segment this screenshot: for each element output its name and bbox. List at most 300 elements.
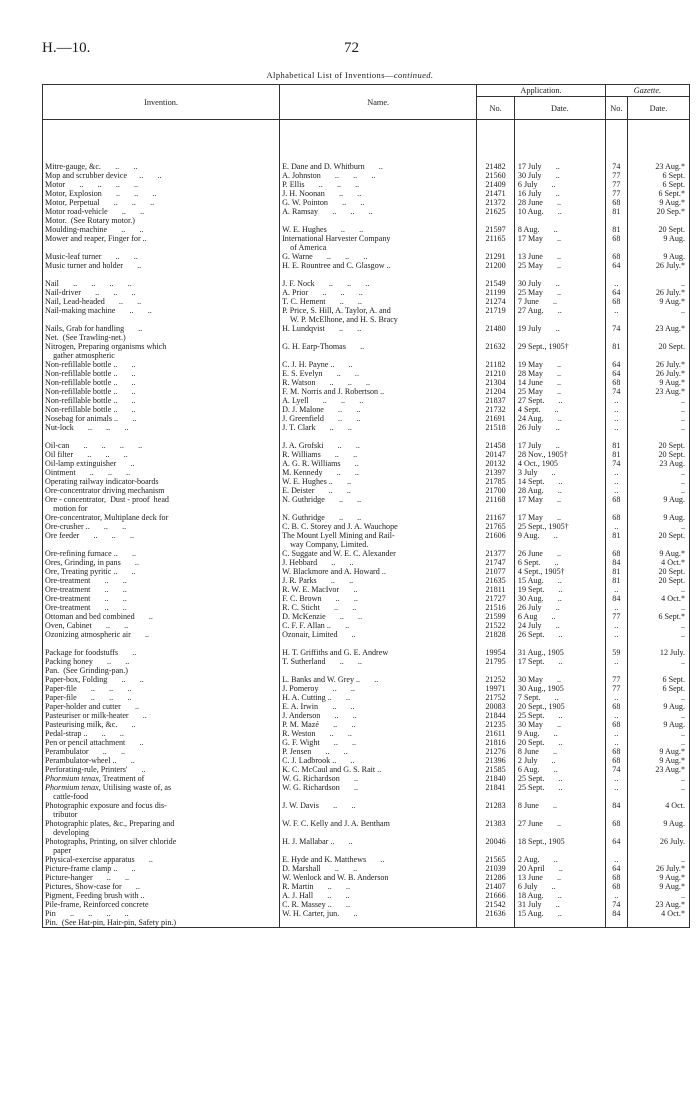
invention-cell: Photographic plates, &c., Preparing and bbox=[43, 819, 280, 828]
invention-cell: Motor. (See Rotary motor.) bbox=[43, 216, 280, 225]
application-no-cell: 21274 bbox=[477, 297, 515, 306]
gazette-no-cell: 77 bbox=[605, 612, 627, 621]
application-date-cell: 18 Sept., 1905 bbox=[514, 837, 605, 846]
application-no-cell bbox=[477, 792, 515, 801]
application-date-cell: 6 July .. bbox=[514, 882, 605, 891]
application-date-cell: 25 Sept. .. bbox=[514, 711, 605, 720]
gazette-date-cell: .. bbox=[627, 306, 689, 315]
application-no-cell: 21625 bbox=[477, 207, 515, 216]
gazette-no-cell: .. bbox=[605, 396, 627, 405]
application-no-cell: 21372 bbox=[477, 198, 515, 207]
gazette-date-cell: .. bbox=[627, 603, 689, 612]
gazette-date-cell: .. bbox=[627, 486, 689, 495]
name-cell: way Company, Limited. bbox=[280, 540, 477, 549]
invention-cell: Ore feeder .. .. .. bbox=[43, 531, 280, 540]
application-no-cell: 21235 bbox=[477, 720, 515, 729]
table-row bbox=[43, 504, 690, 513]
gazette-no-cell: 74 bbox=[605, 324, 627, 333]
gazette-date-cell: 23 Aug. bbox=[627, 459, 689, 468]
table-row bbox=[43, 630, 690, 639]
application-no-cell: 19954 bbox=[477, 648, 515, 657]
name-cell: F. M. Norris and J. Robertson .. bbox=[280, 387, 477, 396]
gazette-date-cell: 4 Oct.* bbox=[627, 558, 689, 567]
table-row bbox=[43, 576, 690, 585]
application-date-cell: 6 July .. bbox=[514, 180, 605, 189]
application-no-cell bbox=[477, 351, 515, 360]
running-title bbox=[0, 70, 700, 80]
gazette-no-cell: 81 bbox=[605, 207, 627, 216]
gazette-no-cell bbox=[605, 810, 627, 819]
invention-cell bbox=[43, 774, 280, 783]
inventions-table bbox=[42, 84, 690, 928]
application-date-cell: 15 Aug. .. bbox=[514, 909, 605, 918]
name-cell: G. Warne .. .. .. bbox=[280, 252, 477, 261]
table-row bbox=[43, 810, 690, 819]
table-row bbox=[43, 540, 690, 549]
application-no-cell: 21565 bbox=[477, 855, 515, 864]
gazette-no-cell: 81 bbox=[605, 342, 627, 351]
table-row bbox=[43, 360, 690, 369]
invention-cell: Mop and scrubber device .. .. bbox=[43, 171, 280, 180]
gazette-date-cell: 20 Sep.* bbox=[627, 207, 689, 216]
table-row bbox=[43, 387, 690, 396]
application-no-cell: 21560 bbox=[477, 171, 515, 180]
gazette-no-cell: .. bbox=[605, 693, 627, 702]
application-no-cell: 21811 bbox=[477, 585, 515, 594]
gazette-date-cell: 12 July. bbox=[627, 648, 689, 657]
name-cell: F. C. Brown .. .. bbox=[280, 594, 477, 603]
gazette-date-cell: 20 Sept. bbox=[627, 441, 689, 450]
invention-cell: Ore, Treating pyritic .. .. bbox=[43, 567, 280, 576]
table-row bbox=[43, 846, 690, 855]
application-no-cell bbox=[477, 432, 515, 441]
application-no-cell: 21606 bbox=[477, 531, 515, 540]
invention-cell: Non-refillable bottle .. .. bbox=[43, 360, 280, 369]
invention-cell bbox=[43, 315, 280, 324]
invention-cell bbox=[43, 639, 280, 648]
application-date-cell: 25 May .. bbox=[514, 387, 605, 396]
application-date-cell: 16 July .. bbox=[514, 189, 605, 198]
name-cell: J. Greenfield .. .. bbox=[280, 414, 477, 423]
table-row bbox=[43, 396, 690, 405]
table-row bbox=[43, 252, 690, 261]
application-date-cell: 30 May .. bbox=[514, 720, 605, 729]
application-no-cell: 21516 bbox=[477, 603, 515, 612]
invention-cell: Pan. (See Grinding-pan.) bbox=[43, 666, 280, 675]
table-row bbox=[43, 657, 690, 666]
gazette-no-cell: 68 bbox=[605, 297, 627, 306]
name-cell: M. Kennedy .. .. bbox=[280, 468, 477, 477]
gazette-date-cell: .. bbox=[627, 711, 689, 720]
table-row bbox=[43, 765, 690, 774]
name-cell: A. G. R. Williams .. bbox=[280, 459, 477, 468]
table-row bbox=[43, 837, 690, 846]
gazette-no-cell bbox=[605, 639, 627, 648]
invention-italic: Phormium tenax, bbox=[45, 774, 101, 783]
application-date-cell bbox=[514, 540, 605, 549]
application-no-cell: 19971 bbox=[477, 684, 515, 693]
application-date-cell bbox=[514, 666, 605, 675]
gazette-no-cell: .. bbox=[605, 468, 627, 477]
table-row bbox=[43, 567, 690, 576]
gazette-no-cell: 64 bbox=[605, 261, 627, 270]
invention-cell: Perambulator .. .. bbox=[43, 747, 280, 756]
gazette-date-cell bbox=[627, 918, 689, 928]
table-row bbox=[43, 297, 690, 306]
gazette-no-cell: .. bbox=[605, 306, 627, 315]
name-cell: W. G. Richardson .. bbox=[280, 783, 477, 792]
invention-cell: Pictures, Show-case for .. bbox=[43, 882, 280, 891]
application-date-cell: 17 Sept. .. bbox=[514, 657, 605, 666]
gazette-date-cell bbox=[627, 351, 689, 360]
name-cell: C. Suggate and W. E. C. Alexander bbox=[280, 549, 477, 558]
running-title-continued: continued. bbox=[393, 70, 434, 80]
application-date-cell: 17 July .. bbox=[514, 162, 605, 171]
gazette-no-cell: .. bbox=[605, 414, 627, 423]
application-no-cell: 21383 bbox=[477, 819, 515, 828]
name-cell: H. A. Cutting .. .. bbox=[280, 693, 477, 702]
application-no-cell bbox=[477, 216, 515, 225]
invention-cell: Package for foodstuffs .. bbox=[43, 648, 280, 657]
gazette-date-cell: 20 Sept. bbox=[627, 342, 689, 351]
table-row bbox=[43, 225, 690, 234]
table-row bbox=[43, 459, 690, 468]
gazette-no-cell bbox=[605, 216, 627, 225]
name-cell: J. H. Noonan .. .. bbox=[280, 189, 477, 198]
gazette-date-cell: .. bbox=[627, 279, 689, 288]
table-row bbox=[43, 198, 690, 207]
gazette-date-cell bbox=[627, 540, 689, 549]
gazette-no-cell: 77 bbox=[605, 189, 627, 198]
gazette-no-cell bbox=[605, 504, 627, 513]
gazette-date-cell: 20 Sept. bbox=[627, 576, 689, 585]
application-no-cell: 21210 bbox=[477, 369, 515, 378]
application-date-cell: 15 Aug. .. bbox=[514, 576, 605, 585]
application-date-cell: 2 July .. bbox=[514, 756, 605, 765]
gazette-date-cell: .. bbox=[627, 477, 689, 486]
name-cell: H. J. Mallabar .. .. bbox=[280, 837, 477, 846]
application-no-cell: 21700 bbox=[477, 486, 515, 495]
table-row bbox=[43, 513, 690, 522]
gazette-date-cell: .. bbox=[627, 774, 689, 783]
invention-cell: Pile-frame, Reinforced concrete bbox=[43, 900, 280, 909]
invention-cell: developing bbox=[43, 828, 280, 837]
header-gazette: Gazette. bbox=[605, 85, 689, 97]
application-no-cell: 21841 bbox=[477, 783, 515, 792]
application-no-cell: 21585 bbox=[477, 765, 515, 774]
name-cell: C. J. H. Payne .. .. bbox=[280, 360, 477, 369]
invention-cell: Ores, Grinding, in pans .. bbox=[43, 558, 280, 567]
application-date-cell: 6 Aug .. bbox=[514, 612, 605, 621]
table-row bbox=[43, 693, 690, 702]
header-gazette-date: Date. bbox=[627, 97, 689, 120]
name-cell: E. Dane and D. Whitburn .. bbox=[280, 162, 477, 171]
gazette-date-cell bbox=[627, 432, 689, 441]
application-no-cell bbox=[477, 333, 515, 342]
gazette-no-cell: 77 bbox=[605, 675, 627, 684]
gazette-date-cell: 6 Sept.* bbox=[627, 612, 689, 621]
invention-cell: Nail-making machine .. .. bbox=[43, 306, 280, 315]
application-date-cell: 17 May .. bbox=[514, 495, 605, 504]
invention-cell: Ore-treatment .. .. bbox=[43, 585, 280, 594]
gazette-date-cell: .. bbox=[627, 891, 689, 900]
application-no-cell: 21635 bbox=[477, 576, 515, 585]
name-cell: W. Wenlock and W. B. Anderson bbox=[280, 873, 477, 882]
application-date-cell: 3 July .. bbox=[514, 468, 605, 477]
application-no-cell: 21286 bbox=[477, 873, 515, 882]
invention-cell: Pin. (See Hat-pin, Hair-pin, Safety pin.) bbox=[43, 918, 280, 928]
application-no-cell: 21039 bbox=[477, 864, 515, 873]
gazette-date-cell: .. bbox=[627, 657, 689, 666]
gazette-date-cell: 23 Aug.* bbox=[627, 765, 689, 774]
table-row bbox=[43, 315, 690, 324]
application-no-cell: 21291 bbox=[477, 252, 515, 261]
gazette-date-cell: 23 Aug.* bbox=[627, 900, 689, 909]
name-cell: A. Lyell .. .. .. bbox=[280, 396, 477, 405]
table-row bbox=[43, 720, 690, 729]
application-date-cell: 4 Oct., 1905 bbox=[514, 459, 605, 468]
gazette-date-cell: .. bbox=[627, 522, 689, 531]
header-name: Name. bbox=[280, 85, 477, 120]
application-date-cell: 30 Aug., 1905 bbox=[514, 684, 605, 693]
name-cell: J. Hebbard .. .. bbox=[280, 558, 477, 567]
invention-cell: Non-refillable bottle .. .. bbox=[43, 387, 280, 396]
name-cell: E. Hyde and K. Matthews .. bbox=[280, 855, 477, 864]
invention-italic: Phormium tenax, bbox=[45, 783, 101, 792]
table-row bbox=[43, 324, 690, 333]
name-cell: P. Jensen .. .. bbox=[280, 747, 477, 756]
application-date-cell: 27 June .. bbox=[514, 819, 605, 828]
application-no-cell: 21636 bbox=[477, 909, 515, 918]
invention-cell: Photographs, Printing, on silver chloride bbox=[43, 837, 280, 846]
application-date-cell: 20 April .. bbox=[514, 864, 605, 873]
table-row bbox=[43, 702, 690, 711]
invention-cell: Paper-file .. .. .. bbox=[43, 684, 280, 693]
invention-cell: Perforating-rule, Printers' .. bbox=[43, 765, 280, 774]
gazette-date-cell bbox=[627, 810, 689, 819]
application-no-cell: 21752 bbox=[477, 693, 515, 702]
gazette-date-cell: 26 July.* bbox=[627, 288, 689, 297]
invention-text: Treatment of bbox=[100, 774, 145, 783]
gazette-no-cell: .. bbox=[605, 279, 627, 288]
invention-cell: Pasteuriser or milk-heater .. bbox=[43, 711, 280, 720]
name-cell bbox=[280, 639, 477, 648]
application-no-cell: 21611 bbox=[477, 729, 515, 738]
invention-cell: Motor, Perpetual .. .. .. bbox=[43, 198, 280, 207]
gazette-no-cell bbox=[605, 270, 627, 279]
table-row bbox=[43, 684, 690, 693]
gazette-no-cell: 68 bbox=[605, 549, 627, 558]
gazette-date-cell: 23 Aug.* bbox=[627, 387, 689, 396]
application-date-cell: 8 Aug. .. bbox=[514, 225, 605, 234]
table-row bbox=[43, 261, 690, 270]
invention-cell: Pigment, Feeding brush with .. bbox=[43, 891, 280, 900]
page-series-id: H.—10. bbox=[42, 40, 91, 56]
table-row bbox=[43, 882, 690, 891]
table-row bbox=[43, 918, 690, 928]
application-date-cell: 28 Nov., 1905† bbox=[514, 450, 605, 459]
application-date-cell: 24 Aug. .. bbox=[514, 414, 605, 423]
gazette-no-cell: 68 bbox=[605, 702, 627, 711]
gazette-no-cell: 68 bbox=[605, 198, 627, 207]
application-no-cell bbox=[477, 243, 515, 252]
application-date-cell: 28 June .. bbox=[514, 198, 605, 207]
invention-cell: Mitre-gauge, &c. .. .. bbox=[43, 162, 280, 171]
application-no-cell: 21632 bbox=[477, 342, 515, 351]
application-date-cell bbox=[514, 432, 605, 441]
gazette-no-cell bbox=[605, 540, 627, 549]
application-no-cell: 21828 bbox=[477, 630, 515, 639]
gazette-date-cell: .. bbox=[627, 738, 689, 747]
table-row bbox=[43, 180, 690, 189]
gazette-date-cell: .. bbox=[627, 621, 689, 630]
gazette-no-cell: .. bbox=[605, 783, 627, 792]
application-date-cell bbox=[514, 333, 605, 342]
invention-cell: Ointment .. .. .. bbox=[43, 468, 280, 477]
name-cell: A. Johnston .. .. .. bbox=[280, 171, 477, 180]
application-date-cell bbox=[514, 243, 605, 252]
name-cell: N. Guthridge .. .. bbox=[280, 513, 477, 522]
gazette-date-cell: 9 Aug.* bbox=[627, 873, 689, 882]
name-cell: E. A. Irwin .. .. bbox=[280, 702, 477, 711]
name-cell: G. W. Pointon .. .. bbox=[280, 198, 477, 207]
application-date-cell: 30 July .. bbox=[514, 171, 605, 180]
table-row bbox=[43, 207, 690, 216]
application-date-cell: 6 Aug. .. bbox=[514, 765, 605, 774]
application-date-cell: 26 July .. bbox=[514, 423, 605, 432]
gazette-date-cell: 9 Aug.* bbox=[627, 297, 689, 306]
gazette-date-cell: .. bbox=[627, 693, 689, 702]
invention-cell: Ottoman and bed combined .. bbox=[43, 612, 280, 621]
application-no-cell: 21482 bbox=[477, 162, 515, 171]
gazette-date-cell bbox=[627, 846, 689, 855]
invention-cell: Pin .. .. .. .. bbox=[43, 909, 280, 918]
application-no-cell bbox=[477, 504, 515, 513]
table-row bbox=[43, 405, 690, 414]
invention-cell: Ore-treatment .. .. bbox=[43, 603, 280, 612]
invention-cell: Oil-can .. .. .. .. bbox=[43, 441, 280, 450]
invention-cell: Music-leaf turner .. .. bbox=[43, 252, 280, 261]
application-date-cell: 7 Sept. .. bbox=[514, 693, 605, 702]
name-cell: J. T. Clark .. .. bbox=[280, 423, 477, 432]
application-no-cell: 20132 bbox=[477, 459, 515, 468]
gazette-date-cell bbox=[627, 639, 689, 648]
gazette-date-cell: 23 Aug.* bbox=[627, 162, 689, 171]
gazette-no-cell bbox=[605, 315, 627, 324]
application-date-cell: 4 Sept., 1905† bbox=[514, 567, 605, 576]
gazette-no-cell bbox=[605, 666, 627, 675]
gazette-no-cell: 74 bbox=[605, 459, 627, 468]
invention-cell: cattle-food bbox=[43, 792, 280, 801]
application-date-cell: 25 Sept. .. bbox=[514, 774, 605, 783]
name-cell: W. Blackmore and A. Howard .. bbox=[280, 567, 477, 576]
invention-cell: Ore-treatment .. .. bbox=[43, 576, 280, 585]
application-no-cell: 21795 bbox=[477, 657, 515, 666]
gazette-no-cell: 68 bbox=[605, 252, 627, 261]
application-no-cell: 21204 bbox=[477, 387, 515, 396]
table-row bbox=[43, 369, 690, 378]
application-no-cell: 21732 bbox=[477, 405, 515, 414]
application-date-cell bbox=[514, 918, 605, 928]
table-row bbox=[43, 909, 690, 918]
gazette-no-cell: .. bbox=[605, 585, 627, 594]
invention-cell: Packing honey .. .. bbox=[43, 657, 280, 666]
gazette-no-cell: .. bbox=[605, 855, 627, 864]
table-row bbox=[43, 675, 690, 684]
name-cell: C. F. F. Allan .. .. bbox=[280, 621, 477, 630]
application-date-cell: 9 Aug. .. bbox=[514, 729, 605, 738]
gazette-date-cell: 9 Aug. bbox=[627, 720, 689, 729]
application-no-cell bbox=[477, 846, 515, 855]
application-date-cell: 25 May .. bbox=[514, 261, 605, 270]
header-application-date: Date. bbox=[514, 97, 605, 120]
application-no-cell: 21304 bbox=[477, 378, 515, 387]
table-row bbox=[43, 306, 690, 315]
gazette-date-cell: 9 Aug. bbox=[627, 702, 689, 711]
invention-cell: Oil filter .. .. .. bbox=[43, 450, 280, 459]
application-date-cell: 25 May .. bbox=[514, 288, 605, 297]
invention-cell: Pedal-strap .. .. .. bbox=[43, 729, 280, 738]
application-date-cell: 13 June .. bbox=[514, 873, 605, 882]
table-row bbox=[43, 585, 690, 594]
application-date-cell: 7 June .. bbox=[514, 297, 605, 306]
table-row bbox=[43, 486, 690, 495]
name-cell: W. P. McElhone, and H. S. Bracy bbox=[280, 315, 477, 324]
invention-cell: gather atmospheric bbox=[43, 351, 280, 360]
invention-cell: Operating railway indicator-boards bbox=[43, 477, 280, 486]
invention-cell: Non-refillable bottle .. .. bbox=[43, 369, 280, 378]
invention-cell: Nail, Lead-headed .. .. bbox=[43, 297, 280, 306]
table-row bbox=[43, 711, 690, 720]
gazette-date-cell bbox=[627, 666, 689, 675]
invention-cell: Ore-refining furnace .. .. bbox=[43, 549, 280, 558]
gazette-no-cell: 59 bbox=[605, 648, 627, 657]
gazette-date-cell: 23 Aug.* bbox=[627, 324, 689, 333]
application-no-cell: 21077 bbox=[477, 567, 515, 576]
gazette-no-cell bbox=[605, 351, 627, 360]
invention-cell bbox=[43, 783, 280, 792]
application-date-cell: 31 Aug., 1905 bbox=[514, 648, 605, 657]
name-cell: A. Prior .. .. .. bbox=[280, 288, 477, 297]
invention-cell: Oil-lamp extinguisher .. bbox=[43, 459, 280, 468]
name-cell bbox=[280, 333, 477, 342]
table-row bbox=[43, 441, 690, 450]
gazette-no-cell: 81 bbox=[605, 450, 627, 459]
invention-cell: Non-refillable bottle .. .. bbox=[43, 405, 280, 414]
gazette-no-cell: 84 bbox=[605, 594, 627, 603]
invention-cell: Pen or pencil attachment .. bbox=[43, 738, 280, 747]
application-no-cell bbox=[477, 666, 515, 675]
name-cell: K. C. McCaul and G. S. Rait .. bbox=[280, 765, 477, 774]
name-cell: G. F. Wight .. .. bbox=[280, 738, 477, 747]
invention-cell: Ore-crusher .. .. .. bbox=[43, 522, 280, 531]
invention-cell bbox=[43, 540, 280, 549]
application-no-cell: 21168 bbox=[477, 495, 515, 504]
gazette-no-cell: .. bbox=[605, 405, 627, 414]
invention-cell: motion for bbox=[43, 504, 280, 513]
invention-cell: Picture-frame clamp .. .. bbox=[43, 864, 280, 873]
application-date-cell: 29 Sept., 1905† bbox=[514, 342, 605, 351]
name-cell: R. Weston .. .. bbox=[280, 729, 477, 738]
application-date-cell: 25 Sept. .. bbox=[514, 783, 605, 792]
table-row bbox=[43, 855, 690, 864]
gazette-date-cell: 9 Aug. bbox=[627, 513, 689, 522]
application-no-cell: 21727 bbox=[477, 594, 515, 603]
table-row bbox=[43, 531, 690, 540]
invention-cell: Ore - concentrator, Dust - proof head bbox=[43, 495, 280, 504]
name-cell: P. M. Mazé .. .. bbox=[280, 720, 477, 729]
application-no-cell: 21597 bbox=[477, 225, 515, 234]
